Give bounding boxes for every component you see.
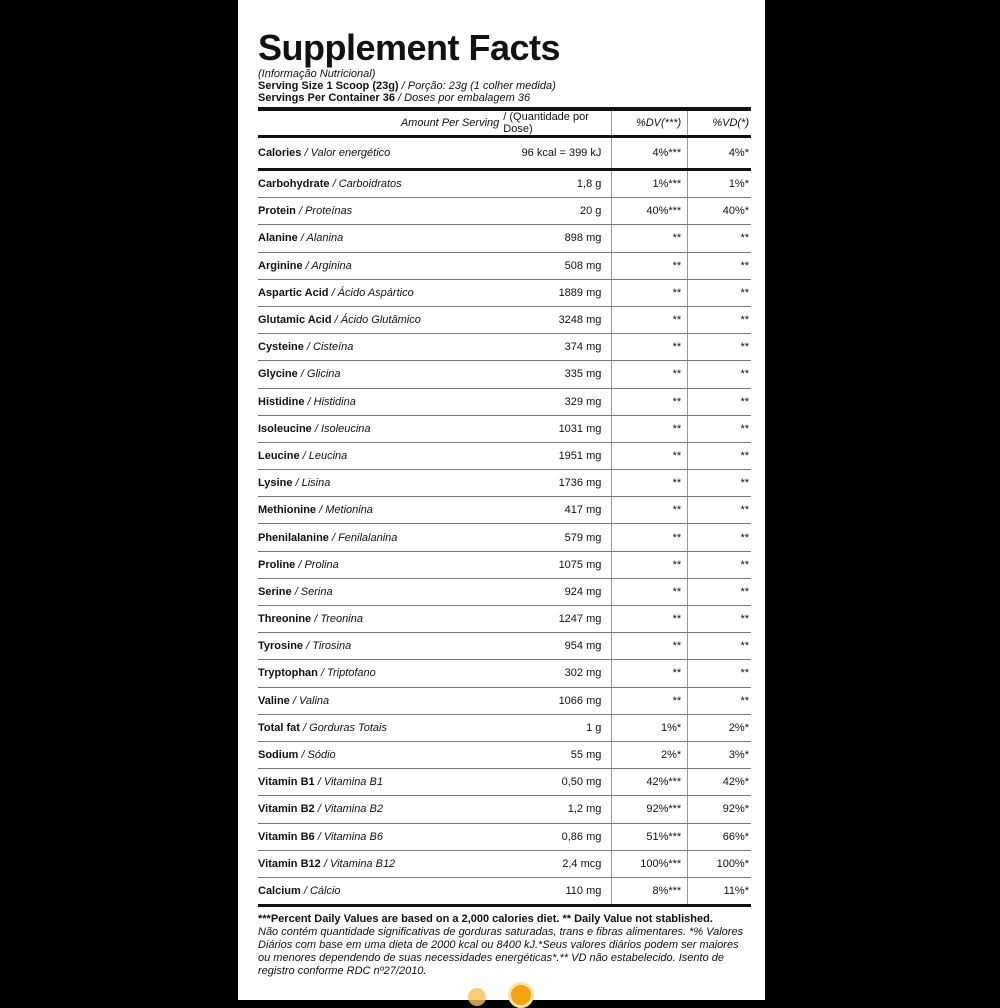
nutrient-vd: ** (688, 279, 751, 306)
info-subtitle: (Informação Nutricional) (258, 68, 376, 80)
nutrient-dv: ** (612, 225, 688, 252)
nutrient-dv: ** (612, 660, 688, 687)
nutrient-dv: 1%*** (612, 170, 688, 198)
table-row (258, 497, 751, 524)
table-row (258, 660, 751, 687)
nutrient-amount: 1,8 g (503, 170, 612, 198)
nutrient-name (258, 714, 503, 741)
nutrient-amount: 3248 mg (503, 306, 612, 333)
nutrient-name-pt: / Vitamina B6 (314, 830, 383, 843)
nutrient-name (258, 198, 503, 225)
nutrient-dv: ** (612, 442, 688, 469)
nutrient-amount: 302 mg (503, 660, 612, 687)
serving-size: Serving Size 1 Scoop (23g) / Porção: 23g (1 colher medida) (258, 80, 556, 92)
nutrient-amount: 329 mg (503, 388, 612, 415)
nutrient-amount: 1889 mg (503, 279, 612, 306)
nutrient-name-pt: / Tirosina (303, 640, 352, 653)
nutrient-dv: 1%* (612, 714, 688, 741)
table-row (258, 252, 751, 279)
nutrient-dv: ** (612, 633, 688, 660)
nutrient-dv: 8%*** (612, 877, 688, 905)
nutrient-name-en: Histidine (258, 395, 305, 408)
table-row (258, 714, 751, 741)
nutrient-amount: 1,2 mg (503, 796, 612, 823)
nutrient-name (258, 877, 503, 905)
supplement-facts-label (238, 0, 765, 1000)
nutrient-vd: ** (688, 334, 751, 361)
nutrient-name-en: Protein (258, 205, 296, 218)
nutrient-amount: 55 mg (503, 741, 612, 768)
nutrient-name-pt: / Gorduras Totais (299, 721, 387, 734)
nutrient-amount: 96 kcal = 399 kJ (503, 137, 612, 170)
nutrient-vd: ** (688, 225, 751, 252)
table-row (258, 850, 751, 877)
nutrient-amount: 579 mg (503, 524, 612, 551)
nutrient-name (258, 741, 503, 768)
nutrient-name-en: Tryptophan (258, 667, 318, 680)
nutrient-name-pt: / Vitamina B2 (314, 803, 383, 816)
nutrient-name (258, 551, 503, 578)
nutrient-dv: ** (612, 551, 688, 578)
nutrient-amount: 898 mg (503, 225, 612, 252)
nutrient-dv: 42%*** (612, 769, 688, 796)
nutrient-name-en: Vitamin B1 (258, 776, 315, 789)
nutrient-name-en: Threonine (258, 613, 312, 626)
nutrient-vd: 2%* (688, 714, 751, 741)
nutrient-vd: ** (688, 252, 751, 279)
nutrient-name-en: Calcium (258, 884, 301, 897)
table-row (258, 877, 751, 905)
nutrient-name (258, 306, 503, 333)
nutrient-name (258, 388, 503, 415)
nutrient-dv: 100%*** (612, 850, 688, 877)
nutrient-amount: 417 mg (503, 497, 612, 524)
nutrient-name (258, 252, 503, 279)
nutrient-name-en: Leucine (258, 449, 300, 462)
nutrient-vd: ** (688, 306, 751, 333)
nutrient-name (258, 361, 503, 388)
nutrient-name-pt: / Metionina (316, 504, 373, 517)
nutrient-amount: 0,86 mg (503, 823, 612, 850)
table-row (258, 687, 751, 714)
nutrient-name-pt: / Serina (291, 585, 333, 598)
nutrient-dv: ** (612, 306, 688, 333)
nutrient-vd: 66%* (688, 823, 751, 850)
nutrient-vd: ** (688, 660, 751, 687)
nutrient-amount: 374 mg (503, 334, 612, 361)
nutrient-name-en: Arginine (258, 259, 303, 272)
nutrient-name-pt: / Cisteína (303, 341, 354, 354)
nutrient-name-en: Phenilalanine (258, 531, 329, 544)
nutrient-dv: 92%*** (612, 796, 688, 823)
nutrition-table (258, 111, 751, 907)
nutrient-name-en: Sodium (258, 749, 299, 762)
table-row (258, 470, 751, 497)
nutrient-amount: 20 g (503, 198, 612, 225)
nutrient-dv: ** (612, 252, 688, 279)
nutrient-vd: ** (688, 361, 751, 388)
nutrient-dv: ** (612, 687, 688, 714)
nutrient-dv: ** (612, 578, 688, 605)
nutrient-name-en: Alanine (258, 232, 298, 245)
nutrient-amount: 335 mg (503, 361, 612, 388)
table-row (258, 198, 751, 225)
nutrient-vd: 92%* (688, 796, 751, 823)
nutrient-vd: ** (688, 442, 751, 469)
nutrient-name-en: Lysine (258, 477, 293, 490)
nutrient-name-pt: / Valor energético (301, 147, 391, 159)
nutrient-vd: ** (688, 524, 751, 551)
table-row (258, 361, 751, 388)
nutrient-name-pt: / Cálcio (300, 884, 341, 897)
nutrient-name (258, 279, 503, 306)
table-row (258, 170, 751, 198)
nutrient-dv: 2%* (612, 741, 688, 768)
nutrient-name-en: Methionine (258, 504, 317, 517)
nutrient-dv: 51%*** (612, 823, 688, 850)
footnote-portuguese: Não contém quantidade significativas de gorduras saturadas, trans e fibras alimentares. *% Valores Diários com base em uma dieta de 2000 kcal ou 8400 kJ.*Seus valores diários podem ser maiores ou menores dependendo de suas necessidades energéticas*.** VD não estabelecido. Isento de registro conforme RDC nº27/2010. (258, 926, 744, 978)
nutrient-vd: ** (688, 470, 751, 497)
nutrient-name-en: Serine (258, 585, 292, 598)
header-vd: %VD(*) (688, 111, 751, 137)
nutrient-name-pt: / Carboidratos (329, 178, 402, 191)
nutrient-name-pt: / Leucina (299, 449, 348, 462)
nutrient-vd: ** (688, 687, 751, 714)
nutrient-vd: ** (688, 551, 751, 578)
table-row (258, 388, 751, 415)
nutrient-name-pt: / Lisina (292, 477, 331, 490)
nutrient-name-pt: / Triptofano (317, 667, 376, 680)
nutrient-name (258, 633, 503, 660)
table-row (258, 769, 751, 796)
nutrient-name (258, 170, 503, 198)
nutrient-vd: ** (688, 606, 751, 633)
nutrient-name-pt: / Alanina (297, 232, 344, 245)
nutrient-name-pt: / Histidina (304, 395, 356, 408)
table-row (258, 796, 751, 823)
footnotes (258, 913, 751, 978)
nutrient-name-pt: / Prolina (295, 558, 339, 571)
nutrient-vd: ** (688, 497, 751, 524)
page-indicator-dot-active[interactable] (508, 982, 534, 1008)
nutrient-name-en: Cysteine (258, 341, 304, 354)
nutrient-name-pt: / Vitamina B12 (320, 857, 396, 870)
nutrient-name-en: Valine (258, 694, 290, 707)
nutrient-dv: 4%*** (612, 137, 688, 170)
header-dv: %DV(***) (612, 111, 688, 137)
nutrient-amount: 954 mg (503, 633, 612, 660)
table-row (258, 279, 751, 306)
table-row (258, 225, 751, 252)
header-amount-pt: / (Quantidade por Dose) (503, 111, 612, 137)
nutrient-vd: 3%* (688, 741, 751, 768)
table-row (258, 741, 751, 768)
nutrient-vd: ** (688, 388, 751, 415)
nutrient-name-pt: / Ácido Aspártico (328, 286, 414, 299)
nutrient-name (258, 137, 503, 170)
nutrient-vd: ** (688, 578, 751, 605)
nutrient-amount: 1031 mg (503, 415, 612, 442)
nutrient-amount: 1247 mg (503, 606, 612, 633)
nutrient-name-pt: / Fenilalanina (328, 531, 398, 544)
nutrient-name (258, 524, 503, 551)
nutrient-amount: 2,4 mcg (503, 850, 612, 877)
nutrient-vd: 40%* (688, 198, 751, 225)
footnote-english: ***Percent Daily Values are based on a 2,000 calories diet. ** Daily Value not stablished. (258, 913, 713, 926)
nutrient-name (258, 225, 503, 252)
nutrient-name (258, 470, 503, 497)
table-row (258, 633, 751, 660)
nutrient-name-en: Vitamin B12 (258, 857, 321, 870)
nutrient-amount: 1736 mg (503, 470, 612, 497)
nutrient-dv: ** (612, 606, 688, 633)
nutrient-dv: ** (612, 388, 688, 415)
nutrient-name-pt: / Isoleucina (311, 422, 371, 435)
nutrient-name-en: Tyrosine (258, 640, 304, 653)
table-row (258, 578, 751, 605)
nutrient-name-en: Vitamin B6 (258, 830, 315, 843)
table-row (258, 415, 751, 442)
nutrient-name (258, 796, 503, 823)
table-row (258, 442, 751, 469)
nutrient-amount: 1066 mg (503, 687, 612, 714)
header-amount: Amount Per Serving (258, 111, 503, 137)
table-header (258, 111, 751, 137)
nutrient-dv: 40%*** (612, 198, 688, 225)
nutrient-name (258, 415, 503, 442)
nutrient-name-pt: / Glicina (297, 368, 341, 381)
nutrient-name (258, 334, 503, 361)
nutrient-name-en: Aspartic Acid (258, 286, 329, 299)
nutrient-dv: ** (612, 361, 688, 388)
nutrient-vd: 100%* (688, 850, 751, 877)
table-row (258, 306, 751, 333)
table-row (258, 524, 751, 551)
nutrient-name (258, 497, 503, 524)
nutrient-name (258, 823, 503, 850)
nutrient-amount: 508 mg (503, 252, 612, 279)
nutrient-name-en: Isoleucine (258, 422, 312, 435)
table-row (258, 606, 751, 633)
nutrient-vd: ** (688, 633, 751, 660)
nutrient-vd: 11%* (688, 877, 751, 905)
nutrient-amount: 924 mg (503, 578, 612, 605)
servings-per-container: Servings Per Container 36 / Doses por embalagem 36 (258, 92, 531, 104)
nutrient-name-pt: / Vitamina B1 (314, 776, 383, 789)
nutrient-name-en: Proline (258, 558, 296, 571)
nutrient-dv: ** (612, 470, 688, 497)
nutrient-name (258, 606, 503, 633)
nutrient-name-en: Vitamin B2 (258, 803, 315, 816)
table-row (258, 823, 751, 850)
nutrient-vd: ** (688, 415, 751, 442)
nutrient-dv: ** (612, 524, 688, 551)
nutrient-dv: ** (612, 415, 688, 442)
label-title: Supplement Facts (258, 27, 561, 68)
nutrient-name-pt: / Ácido Glutâmico (331, 314, 421, 327)
nutrient-amount: 1951 mg (503, 442, 612, 469)
nutrient-vd: 4%* (688, 137, 751, 170)
nutrient-name (258, 850, 503, 877)
nutrient-name-en: Total fat (258, 721, 300, 734)
nutrient-amount: 0,50 mg (503, 769, 612, 796)
nutrient-name (258, 442, 503, 469)
table-row (258, 334, 751, 361)
nutrient-name (258, 578, 503, 605)
nutrient-name-en: Calories (258, 147, 302, 159)
nutrient-name (258, 660, 503, 687)
nutrient-name-pt: / Arginina (302, 259, 352, 272)
nutrient-name-en: Glycine (258, 368, 298, 381)
nutrient-name (258, 769, 503, 796)
nutrient-name-pt: / Sódio (298, 749, 336, 762)
page-indicator-dot[interactable] (468, 988, 486, 1006)
nutrient-amount: 110 mg (503, 877, 612, 905)
nutrient-vd: 42%* (688, 769, 751, 796)
nutrient-name (258, 687, 503, 714)
nutrient-name-en: Carbohydrate (258, 178, 330, 191)
nutrient-amount: 1 g (503, 714, 612, 741)
nutrient-dv: ** (612, 279, 688, 306)
nutrient-dv: ** (612, 334, 688, 361)
table-row (258, 137, 751, 170)
table-row (258, 551, 751, 578)
nutrient-name-pt: / Treonina (311, 613, 363, 626)
nutrient-name-pt: / Proteínas (295, 205, 353, 218)
nutrient-vd: 1%* (688, 170, 751, 198)
nutrient-name-en: Glutamic Acid (258, 314, 332, 327)
nutrient-amount: 1075 mg (503, 551, 612, 578)
nutrient-name-pt: / Valina (289, 694, 330, 707)
nutrient-dv: ** (612, 497, 688, 524)
